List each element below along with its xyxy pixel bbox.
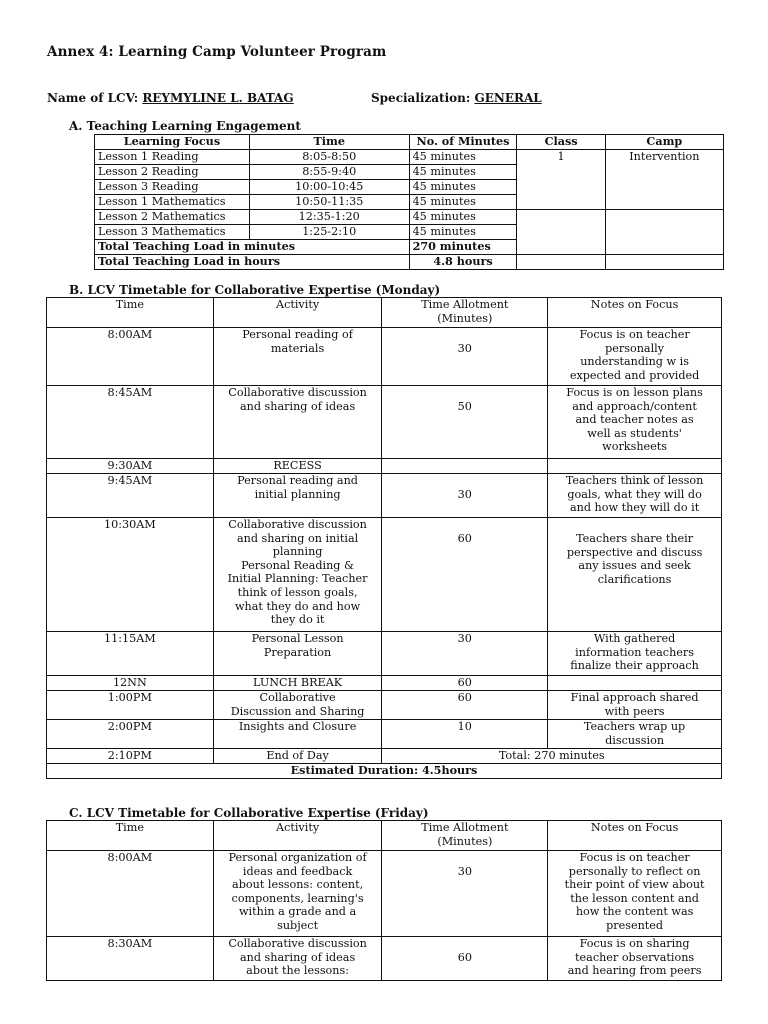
table-row <box>95 210 724 225</box>
time: 10:30AM <box>47 518 214 632</box>
header-activity: Activity <box>213 821 382 851</box>
notes: Final approach shared with peers <box>548 691 722 720</box>
notes <box>548 676 722 691</box>
minutes: 60 <box>382 691 548 720</box>
notes: Focus is on teacher personally understanding w is expected and provided <box>548 328 722 386</box>
minutes: 45 minutes <box>409 150 517 165</box>
table-row <box>47 474 722 518</box>
minutes: 60 <box>382 937 548 981</box>
activity: Personal reading of materials <box>213 328 382 386</box>
time: 8:55-9:40 <box>249 165 409 180</box>
minutes: 45 minutes <box>409 180 517 195</box>
camp-value: Intervention <box>605 150 723 210</box>
learning-focus: Lesson 1 Reading <box>95 150 250 165</box>
estimated-duration: Estimated Duration: 4.5hours <box>47 764 722 779</box>
lcv-name-label: Name of LCV: <box>47 91 139 105</box>
activity: Insights and Closure <box>213 720 382 749</box>
minutes: 60 <box>382 518 548 632</box>
time: 8:00AM <box>47 328 214 386</box>
header-notes: Notes on Focus <box>548 298 722 328</box>
time: 10:50-11:35 <box>249 195 409 210</box>
time: 11:15AM <box>47 632 214 676</box>
end-of-day-row <box>47 749 722 764</box>
activity: Personal organization of ideas and feedback about lessons: content, components, learning's within a grade and a subject <box>213 851 382 937</box>
minutes: 30 <box>382 474 548 518</box>
activity: Personal Lesson Preparation <box>213 632 382 676</box>
lcv-name-value: REYMYLINE L. BATAG <box>142 91 294 105</box>
table-row <box>47 459 722 474</box>
time: 9:30AM <box>47 459 214 474</box>
section-b-heading: B. LCV Timetable for Collaborative Expertise (Monday) <box>69 283 441 297</box>
minutes <box>382 459 548 474</box>
class-empty <box>517 210 605 255</box>
header-class: Class <box>517 135 605 150</box>
estimated-duration-row <box>47 764 722 779</box>
header-time: Time <box>47 298 214 328</box>
minutes: 60 <box>382 676 548 691</box>
notes: Teachers wrap up discussion <box>548 720 722 749</box>
time: 2:00PM <box>47 720 214 749</box>
time: 10:00-10:45 <box>249 180 409 195</box>
table-row <box>47 328 722 386</box>
time: 8:45AM <box>47 386 214 459</box>
friday-timetable <box>46 820 722 981</box>
activity: End of Day <box>213 749 382 764</box>
header-learning-focus: Learning Focus <box>95 135 250 150</box>
minutes: 45 minutes <box>409 165 517 180</box>
header-activity: Activity <box>213 298 382 328</box>
specialization-value: GENERAL <box>474 91 542 105</box>
header-notes: Notes on Focus <box>548 821 722 851</box>
table-row <box>47 386 722 459</box>
time: 12:35-1:20 <box>249 210 409 225</box>
lcv-specialization-row <box>371 91 542 105</box>
learning-focus: Lesson 2 Reading <box>95 165 250 180</box>
monday-timetable <box>46 297 722 779</box>
time: 1:00PM <box>47 691 214 720</box>
header-minutes: No. of Minutes <box>409 135 517 150</box>
header-time-allotment: Time Allotment (Minutes) <box>382 298 548 328</box>
learning-focus: Lesson 3 Reading <box>95 180 250 195</box>
total-hours-label: Total Teaching Load in hours <box>95 255 410 270</box>
activity: LUNCH BREAK <box>213 676 382 691</box>
activity: Collaborative Discussion and Sharing <box>213 691 382 720</box>
total-minutes: Total: 270 minutes <box>382 749 722 764</box>
table-row <box>47 937 722 981</box>
specialization-label: Specialization: <box>371 91 471 105</box>
time: 9:45AM <box>47 474 214 518</box>
table-row <box>47 518 722 632</box>
minutes: 45 minutes <box>409 195 517 210</box>
class-value: 1 <box>517 150 605 210</box>
table-row <box>47 851 722 937</box>
time: 12NN <box>47 676 214 691</box>
header-time-allotment: Time Allotment (Minutes) <box>382 821 548 851</box>
activity: Personal reading and initial planning <box>213 474 382 518</box>
activity: Collaborative discussion and sharing of ideas <box>213 386 382 459</box>
minutes: 45 minutes <box>409 210 517 225</box>
learning-focus: Lesson 3 Mathematics <box>95 225 250 240</box>
notes: Focus is on lesson plans and approach/content and teacher notes as well as students' worksheets <box>548 386 722 459</box>
total-minutes-value: 270 minutes <box>409 240 517 255</box>
time: 1:25-2:10 <box>249 225 409 240</box>
class-empty <box>517 255 605 270</box>
section-c-heading: C. LCV Timetable for Collaborative Expertise (Friday) <box>69 806 429 820</box>
minutes: 30 <box>382 632 548 676</box>
activity: Collaborative discussion and sharing of ideas about the lessons: <box>213 937 382 981</box>
table-row <box>95 150 724 165</box>
lcv-name-row <box>47 91 294 105</box>
time: 8:00AM <box>47 851 214 937</box>
notes <box>548 459 722 474</box>
total-minutes-label: Total Teaching Load in minutes <box>95 240 410 255</box>
notes: Focus is on teacher personally to reflect on their point of view about the lesson content and how the content was presented <box>548 851 722 937</box>
page-title: Annex 4: Learning Camp Volunteer Program <box>47 44 387 60</box>
table-row <box>47 691 722 720</box>
section-a-heading: A. Teaching Learning Engagement <box>69 119 301 133</box>
table-row <box>47 632 722 676</box>
minutes: 45 minutes <box>409 225 517 240</box>
learning-focus: Lesson 1 Mathematics <box>95 195 250 210</box>
minutes: 30 <box>382 851 548 937</box>
table-row <box>47 720 722 749</box>
activity: RECESS <box>213 459 382 474</box>
header-time: Time <box>249 135 409 150</box>
minutes: 30 <box>382 328 548 386</box>
total-hours-row <box>95 255 724 270</box>
total-hours-value: 4.8 hours <box>409 255 517 270</box>
activity: Collaborative discussion and sharing on initial planning Personal Reading & Initial Planning: Teacher think of lesson goals, what they do and how they do it <box>213 518 382 632</box>
teaching-engagement-table <box>94 134 724 270</box>
learning-focus: Lesson 2 Mathematics <box>95 210 250 225</box>
minutes: 50 <box>382 386 548 459</box>
time: 8:05-8:50 <box>249 150 409 165</box>
notes: Focus is on sharing teacher observations and hearing from peers <box>548 937 722 981</box>
notes: Teachers share their perspective and discuss any issues and seek clarifications <box>548 518 722 632</box>
camp-empty <box>605 255 723 270</box>
minutes: 10 <box>382 720 548 749</box>
time: 8:30AM <box>47 937 214 981</box>
notes: With gathered information teachers finalize their approach <box>548 632 722 676</box>
notes: Teachers think of lesson goals, what they will do and how they will do it <box>548 474 722 518</box>
header-camp: Camp <box>605 135 723 150</box>
time: 2:10PM <box>47 749 214 764</box>
camp-empty <box>605 210 723 255</box>
header-time: Time <box>47 821 214 851</box>
table-row <box>47 676 722 691</box>
